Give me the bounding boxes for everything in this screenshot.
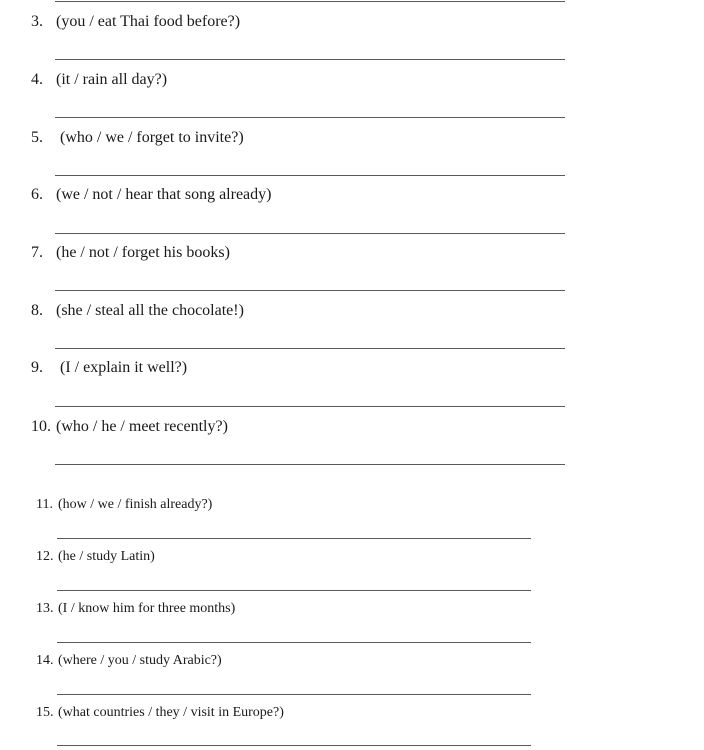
- question-item-3: [31, 14, 240, 30]
- answer-line-9[interactable]: [55, 406, 565, 407]
- answer-line-11[interactable]: [57, 538, 531, 539]
- question-item-9: [31, 360, 187, 376]
- question-number: 4.: [31, 71, 43, 88]
- question-item-11: [36, 498, 212, 512]
- question-item-5: [31, 130, 244, 146]
- question-number: 14.: [36, 653, 54, 668]
- question-item-7: [31, 245, 230, 261]
- answer-line-8[interactable]: [55, 348, 565, 349]
- answer-line-13[interactable]: [57, 642, 531, 643]
- answer-line-5[interactable]: [55, 175, 565, 176]
- question-prompt: (I / explain it well?): [60, 359, 188, 376]
- question-item-14: [36, 654, 222, 668]
- question-number: 15.: [36, 705, 54, 720]
- answer-line-4[interactable]: [55, 117, 565, 118]
- question-number: 5.: [31, 129, 43, 146]
- question-prompt: (who / he / meet recently?): [56, 418, 228, 435]
- question-prompt: (where / you / study Arabic?): [58, 653, 222, 668]
- answer-line-3[interactable]: [55, 59, 565, 60]
- question-number: 7.: [31, 244, 43, 261]
- answer-line-14[interactable]: [57, 694, 531, 695]
- question-prompt: (you / eat Thai food before?): [56, 13, 241, 30]
- question-number: 8.: [31, 302, 43, 319]
- question-prompt: (how / we / finish already?): [58, 497, 213, 512]
- answer-line-7[interactable]: [55, 290, 565, 291]
- answer-line-2: [55, 1, 565, 2]
- question-item-13: [36, 602, 235, 616]
- question-prompt: (what countries / they / visit in Europe?): [58, 705, 284, 720]
- answer-line-15[interactable]: [57, 745, 531, 746]
- answer-line-12[interactable]: [57, 590, 531, 591]
- question-prompt: (I / know him for three months): [58, 601, 236, 616]
- answer-line-6[interactable]: [55, 233, 565, 234]
- question-number: 11.: [36, 497, 53, 512]
- question-item-12: [36, 550, 155, 564]
- question-item-8: [31, 303, 244, 319]
- question-item-4: [31, 72, 167, 88]
- question-number: 9.: [31, 359, 43, 376]
- question-number: 12.: [36, 549, 54, 564]
- question-prompt: (who / we / forget to invite?): [60, 129, 244, 146]
- question-prompt: (he / not / forget his books): [56, 244, 230, 261]
- question-item-10: [31, 419, 228, 435]
- question-prompt: (it / rain all day?): [56, 71, 168, 88]
- question-number: 13.: [36, 601, 54, 616]
- question-prompt: (we / not / hear that song already): [56, 186, 272, 203]
- question-number: 10.: [31, 418, 51, 435]
- question-prompt: (she / steal all the chocolate!): [56, 302, 244, 319]
- question-number: 3.: [31, 13, 43, 30]
- answer-line-10[interactable]: [55, 464, 565, 465]
- question-prompt: (he / study Latin): [58, 549, 155, 564]
- question-number: 6.: [31, 186, 43, 203]
- question-item-15: [36, 706, 284, 720]
- question-item-6: [31, 187, 271, 203]
